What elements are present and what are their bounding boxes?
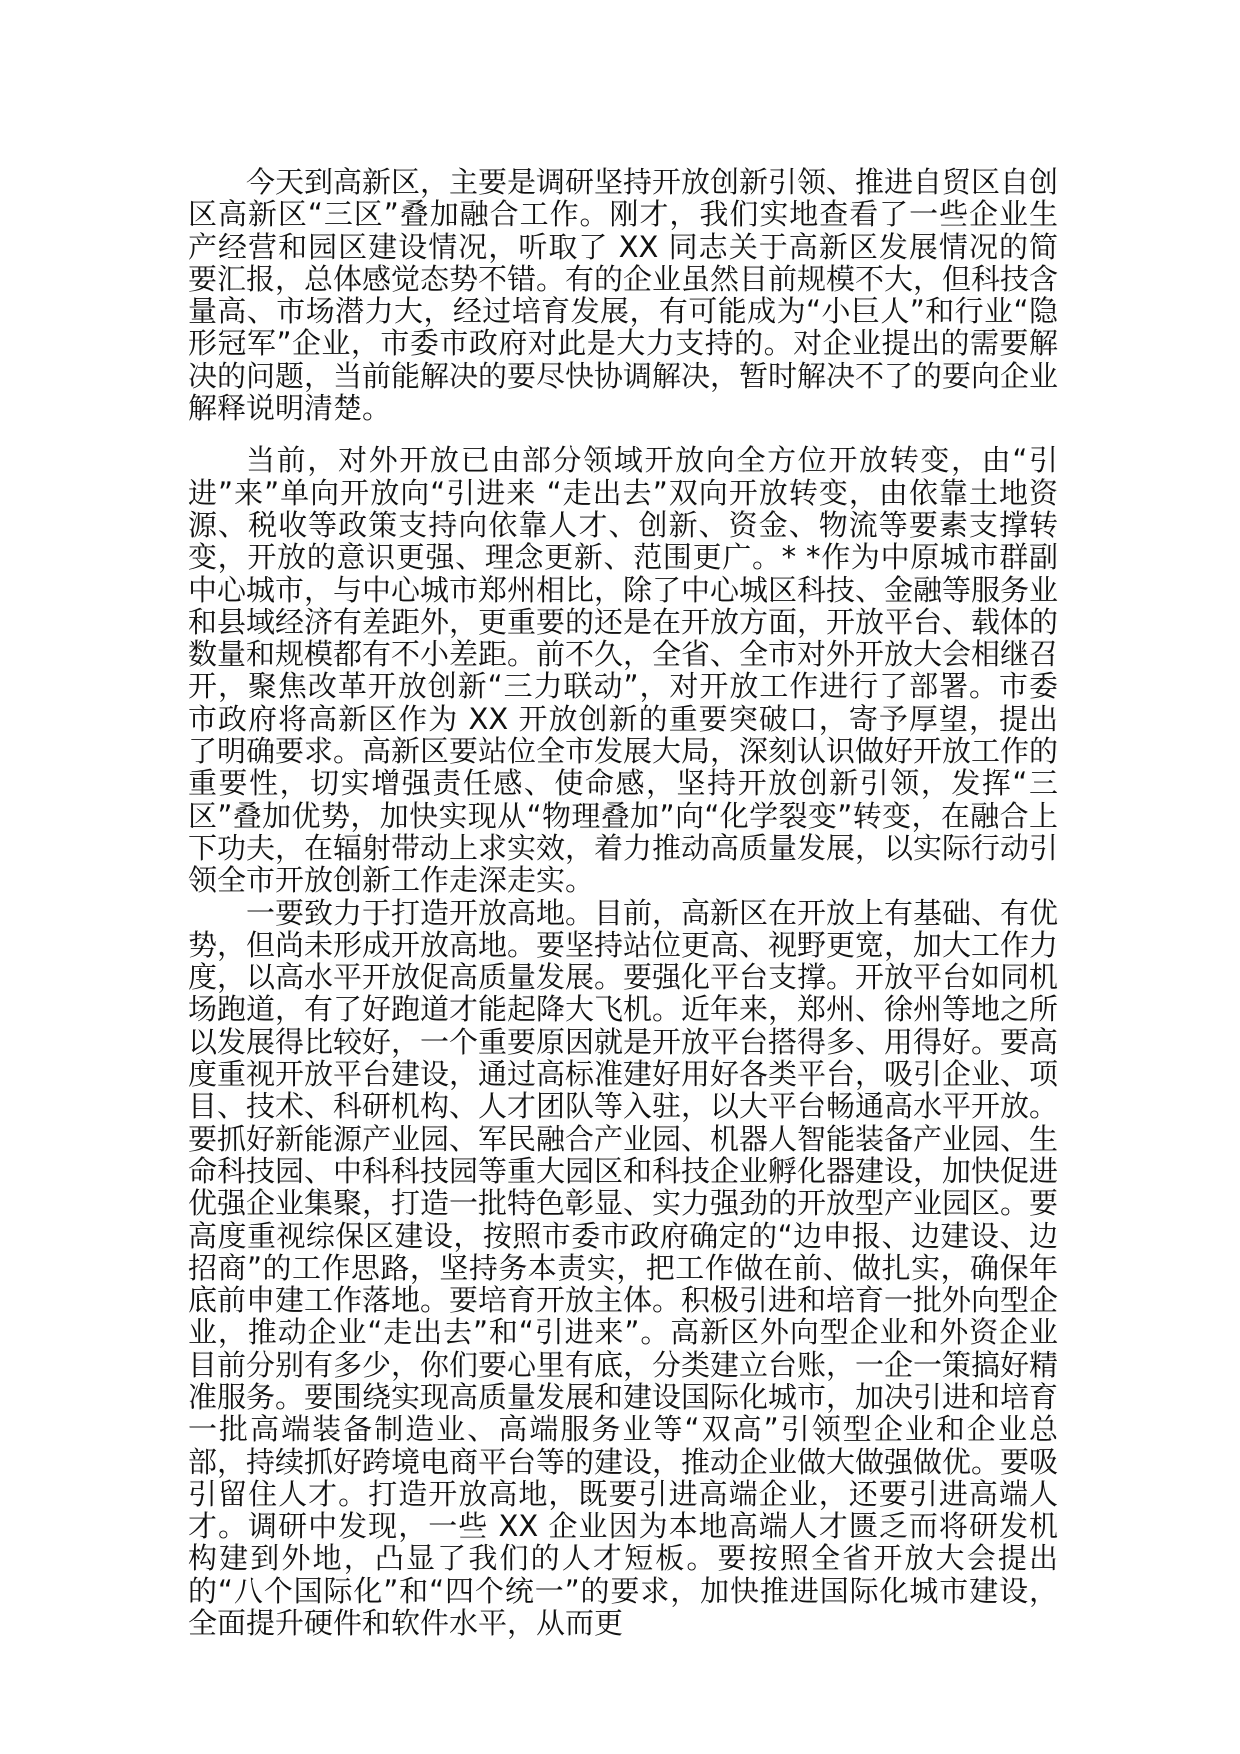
document-body: [188, 166, 1058, 1639]
paragraph-open-highland: 一要致力于打造开放高地。目前，高新区在开放上有基础、有优势，但尚未形成开放高地。要坚持站位更高、视野更宽，加大工作力度，以高水平开放促高质量发展。要强化平台支撑。开放平台如同机场跑道，有了好跑道才能起降大飞机。近年来，郑州、徐州等地之所以发展得比较好，一个重要原因就是开放平台搭得多、用得好。要高度重视开放平台建设，通过高标准建好用好各类平台，吸引企业、项目、技术、科研机构、人才团队等入驻，以大平台畅通高水平开放。要抓好新能源产业园、军民融合产业园、机器人智能装备产业园、生命科技园、中科科技园等重大园区和科技企业孵化器建设，加快促进优强企业集聚，打造一批特色彰显、实力强劲的开放型产业园区。要高度重视综保区建设，按照市委市政府确定的“边申报、边建设、边招商”的工作思路，坚持务本责实，把工作做在前、做扎实，确保年底前申建工作落地。要培育开放主体。积极引进和培育一批外向型企业，推动企业“走出去”和“引进来”。高新区外向型企业和外资企业目前分别有多少，你们要心里有底，分类建立台账，一企一策搞好精准服务。要围绕实现高质量发展和建设国际化城市，加决引进和培育一批高端装备制造业、高端服务业等“双高”引领型企业和企业总部，持续抓好跨境电商平台等的建设，推动企业做大做强做优。要吸引留住人才。打造开放高地，既要引进高端企业，还要引进高端人才。调研中发现，一些 XX 企业因为本地高端人才匮乏而将研发机构建到外地，凸显了我们的人才短板。要按照全省开放大会提出的“八个国际化”和“四个统一”的要求，加快推进国际化城市建设，全面提升硬件和软件水平，从而更: [188, 895, 1059, 1641]
paragraph-opening-up: 当前，对外开放已由部分领域开放向全方位开放转变，由“引进”来”单向开放向“引进来 “走出去”双向开放转变，由依靠土地资源、税收等政策支持向依靠人才、创新、资金、物流等要素支撑转变，开放的意识更强、理念更新、范围更广。* *作为中原城市群副中心城市，与中心城市郑州相比，除了中心城区科技、金融等服务业和县域经济有差距外，更重要的还是在开放方面，开放平台、载体的数量和规模都有不小差距。前不久，全省、全市对外开放大会相继召开，聚焦改革开放创新“三力联动”，对开放工作进行了部署。市委市政府将高新区作为 XX 开放创新的重要突破口，寄予厚望，提出了明确要求。高新区要站位全市发展大局，深刻认识做好开放工作的重要性，切实增强责任感、使命感，坚持开放创新引领，发挥“三区”叠加优势，加快实现从“物理叠加”向“化学裂变”转变，在融合上下功夫，在辐射带动上求实效，着力推动高质量发展，以实际行动引领全市开放创新工作走深走实。: [188, 443, 1059, 898]
paragraph-intro: 今天到高新区，主要是调研坚持开放创新引领、推进自贸区自创区高新区“三区”叠加融合工作。刚才，我们实地查看了一些企业生产经营和园区建设情况，听取了 XX 同志关于高新区发展情况的简要汇报，总体感觉态势不错。有的企业虽然目前规模不大，但科技含量高、市场潜力大，经过培育发展，有可能成为“小巨人”和行业“隐形冠军”企业，市委市政府对此是大力支持的。对企业提出的需要解决的问题，当前能解决的要尽快协调解决，暂时解决不了的要向企业解释说明清楚。: [188, 165, 1059, 426]
